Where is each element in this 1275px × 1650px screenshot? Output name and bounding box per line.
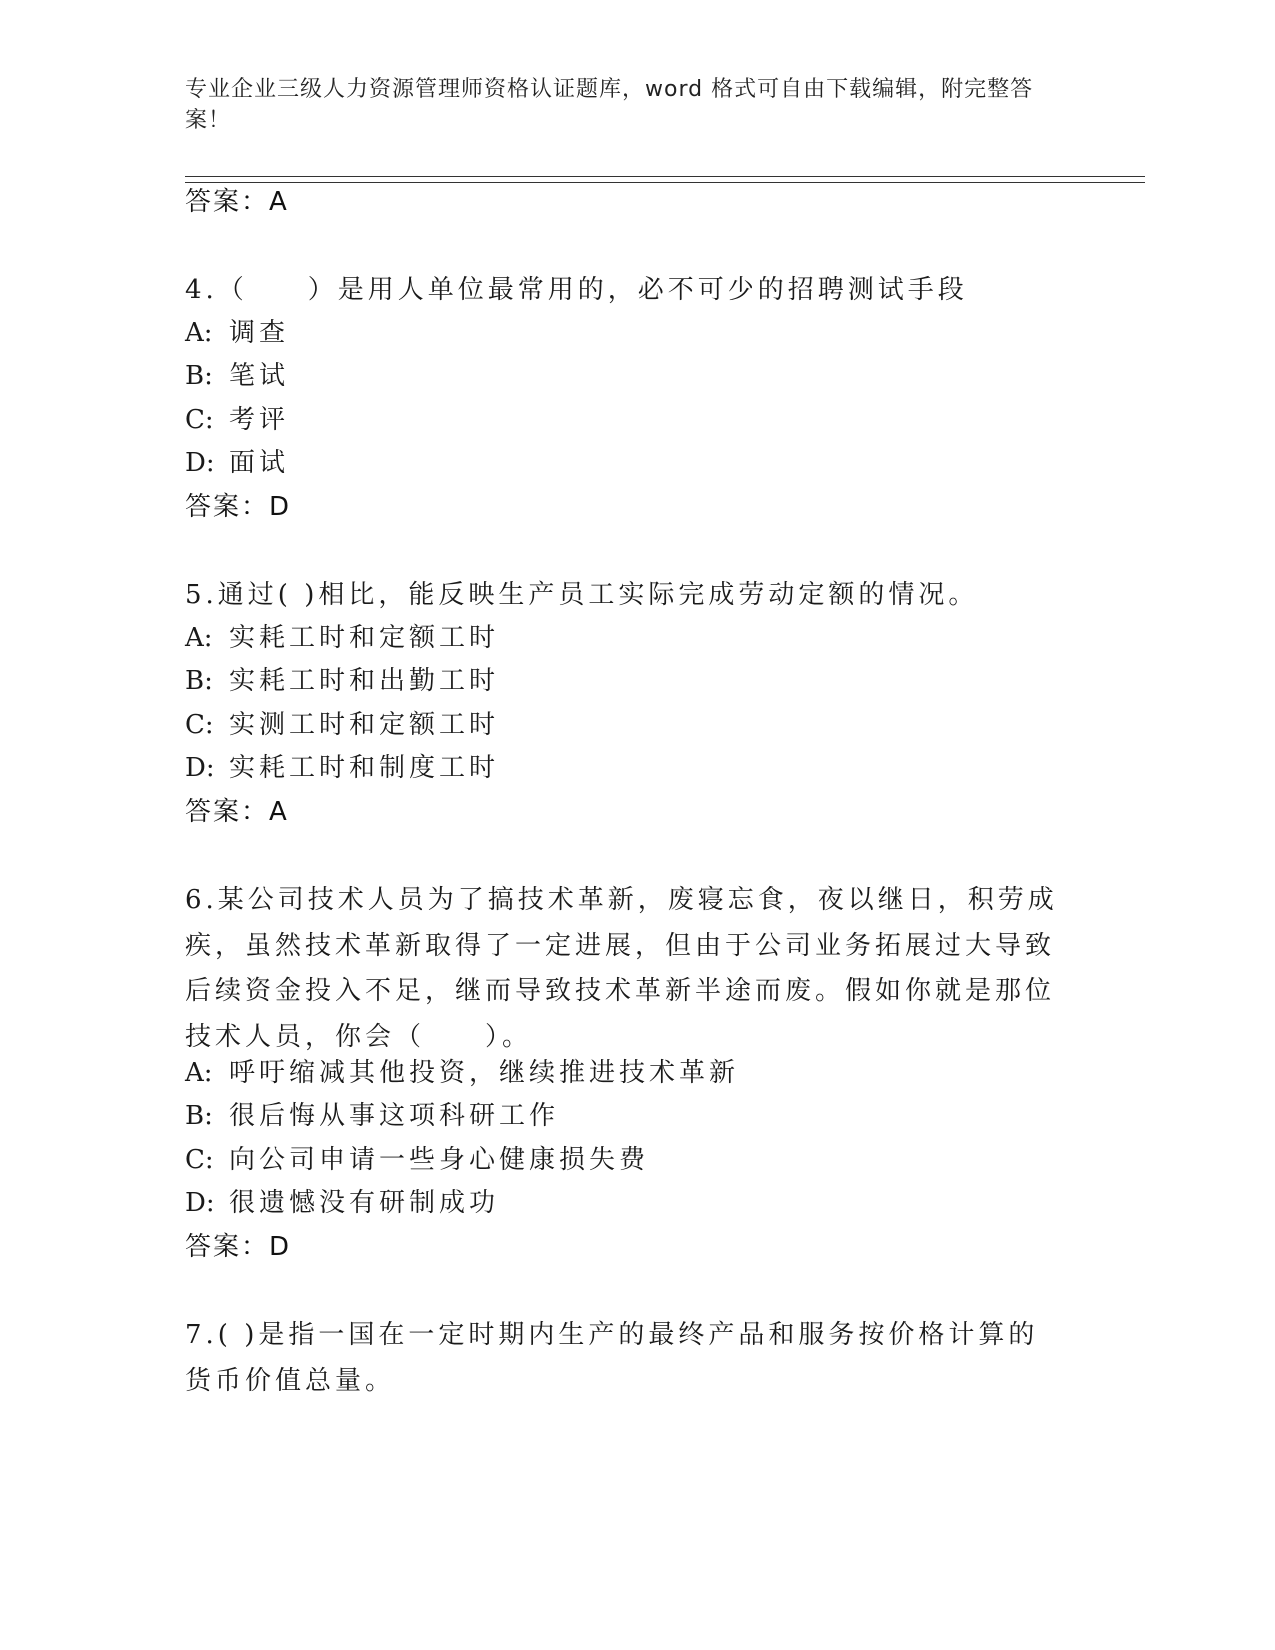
q6-option-b <box>185 1098 559 1134</box>
option-text: 很遗憾没有研制成功 <box>229 1188 500 1218</box>
option-letter: C: <box>185 405 214 435</box>
answer-q4: 答案：D <box>185 492 292 522</box>
q4-option-a <box>185 315 289 351</box>
option-text: 实耗工时和定额工时 <box>229 623 500 653</box>
q4-option-c <box>185 402 289 438</box>
q4-option-b <box>185 358 289 394</box>
option-letter: A: <box>185 623 213 653</box>
header-divider-bottom <box>185 182 1145 183</box>
header-divider-top <box>185 176 1145 177</box>
question-5: 5.通过( )相比，能反映生产员工实际完成劳动定额的情况。 <box>185 580 979 610</box>
option-letter: D: <box>185 753 215 783</box>
option-letter: D: <box>185 448 215 478</box>
option-letter: A: <box>185 318 213 348</box>
option-text: 笔试 <box>229 361 290 391</box>
option-letter: B: <box>185 666 213 696</box>
option-letter: B: <box>185 1101 213 1131</box>
option-text: 考评 <box>229 405 290 435</box>
option-text: 实测工时和定额工时 <box>229 710 500 740</box>
option-text: 向公司申请一些身心健康损失费 <box>229 1145 650 1175</box>
option-text: 实耗工时和出勤工时 <box>229 666 500 696</box>
question-7: 7.( )是指一国在一定时期内生产的最终产品和服务按价格计算的货币价值总量。 <box>185 1320 1039 1396</box>
option-text: 面试 <box>229 448 290 478</box>
answer-q6: 答案：D <box>185 1232 292 1262</box>
option-letter: A: <box>185 1058 213 1088</box>
option-letter: D: <box>185 1188 215 1218</box>
option-text: 呼吁缩减其他投资，继续推进技术革新 <box>229 1058 740 1088</box>
option-text: 很后悔从事这项科研工作 <box>229 1101 560 1131</box>
q5-option-a <box>185 620 499 656</box>
q5-option-b <box>185 663 499 699</box>
option-letter: C: <box>185 710 214 740</box>
option-letter: C: <box>185 1145 214 1175</box>
question-6: 6.某公司技术人员为了搞技术革新，废寝忘食，夜以继日，积劳成疾，虽然技术革新取得了一定进展，但由于公司业务拓展过大导致后续资金投入不足，继而导致技术革新半途而废。假如你就是那位技术人员，你会（ ）。 <box>185 885 1058 1052</box>
q4-option-d <box>185 445 289 481</box>
answer-q3: 答案：A <box>185 187 289 217</box>
option-text: 调查 <box>229 318 290 348</box>
q6-option-d <box>185 1185 499 1221</box>
option-text: 实耗工时和制度工时 <box>229 753 500 783</box>
q5-option-d <box>185 750 499 786</box>
q6-option-c <box>185 1142 649 1178</box>
question-4: 4.（ ）是用人单位最常用的，必不可少的招聘测试手段 <box>185 275 968 305</box>
q5-option-c <box>185 707 499 743</box>
page-header: 专业企业三级人力资源管理师资格认证题库，word 格式可自由下载编辑，附完整答案！ <box>185 77 1034 133</box>
q6-option-a <box>185 1055 739 1091</box>
option-letter: B: <box>185 361 213 391</box>
answer-q5: 答案：A <box>185 797 289 827</box>
